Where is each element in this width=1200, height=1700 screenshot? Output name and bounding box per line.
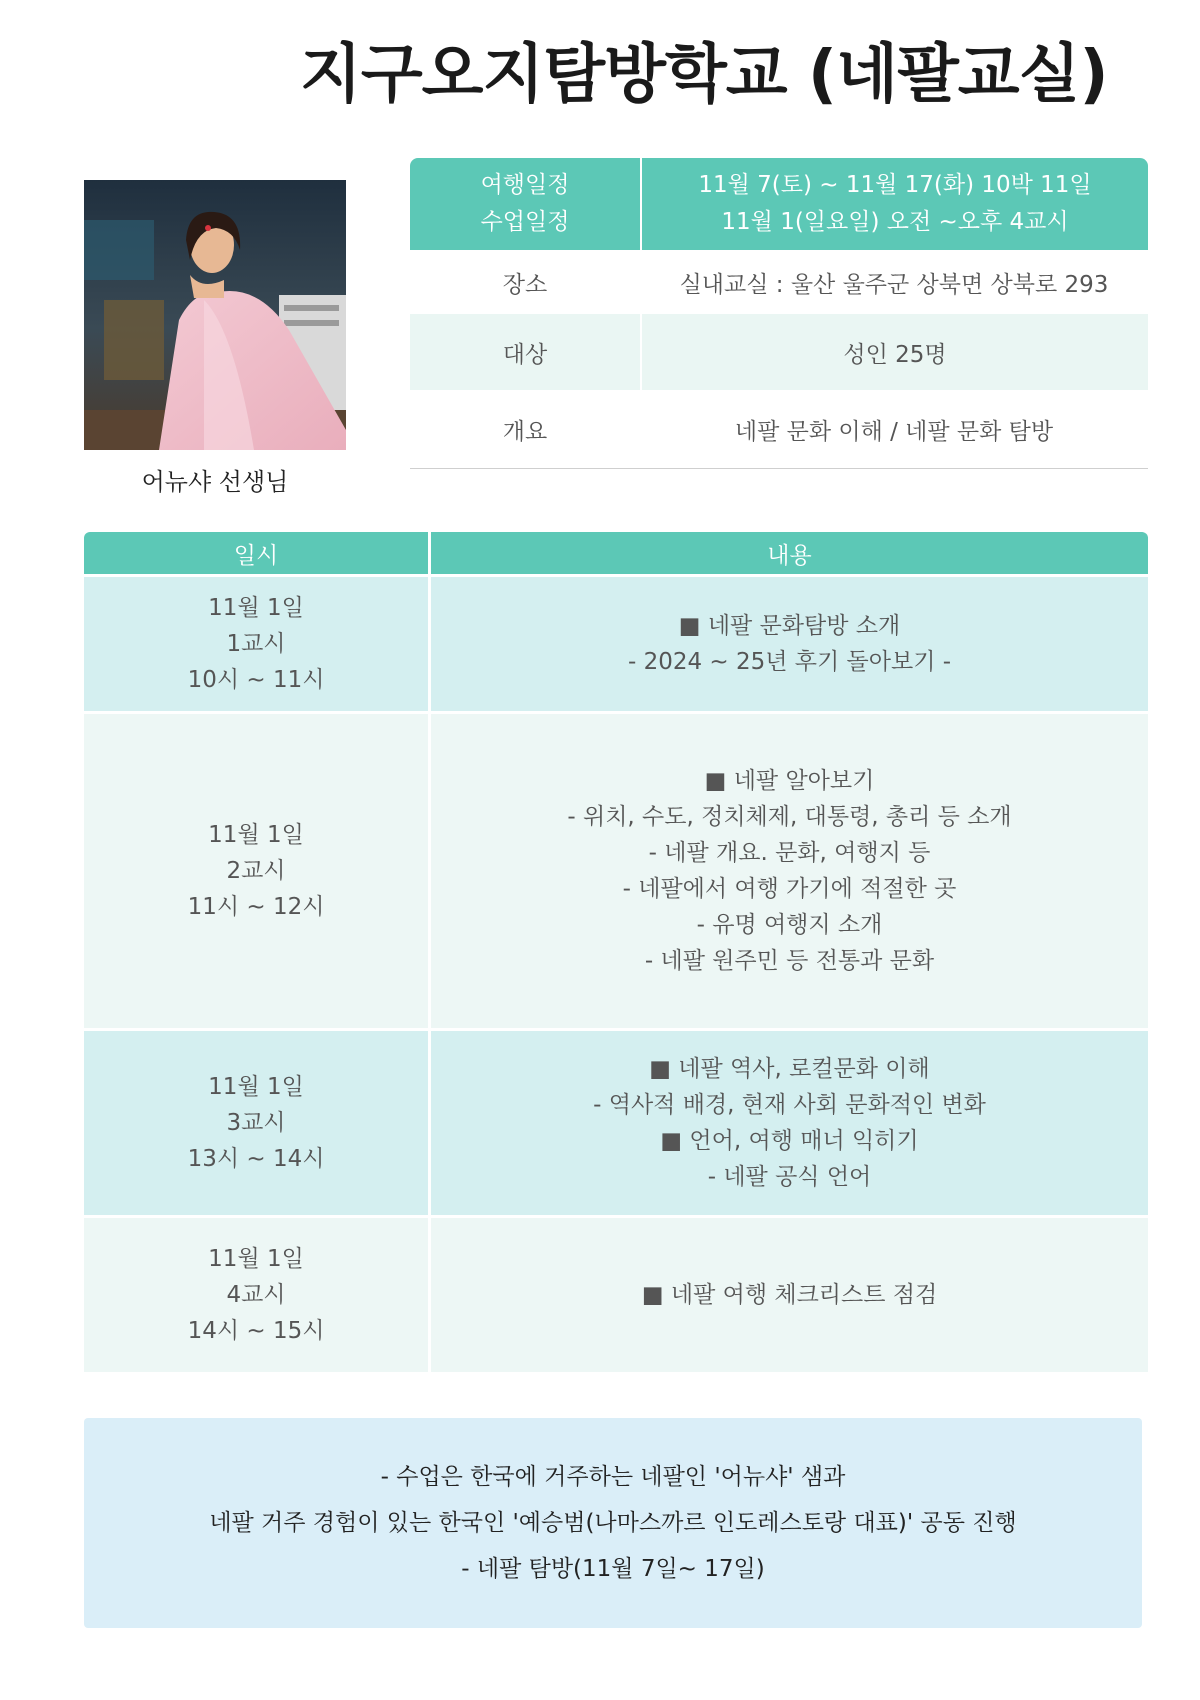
schedule-date: 11월 1일 <box>208 595 304 621</box>
schedule-header-content: 내용 <box>428 532 1148 574</box>
info-table <box>410 158 1148 469</box>
schedule-content-cell <box>428 1218 1148 1372</box>
info-value: 실내교실 : 울산 울주군 상북면 상북로 293 <box>679 271 1109 298</box>
teacher-photo <box>84 180 346 450</box>
schedule-time-cell <box>84 1218 428 1372</box>
info-value-class: 11월 1(일요일) 오전 ~오후 4교시 <box>721 209 1069 235</box>
info-value: 성인 25명 <box>843 341 947 368</box>
schedule-period: 3교시 <box>226 1110 286 1136</box>
note-line: - 수업은 한국에 거주하는 네팔인 '어뉴샤' 샘과 <box>380 1464 846 1490</box>
info-key: 개요 <box>502 418 548 445</box>
info-row-place <box>410 250 1148 314</box>
info-header-row <box>410 158 1148 250</box>
schedule-content-cell <box>428 577 1148 711</box>
schedule-row <box>84 1215 1148 1372</box>
schedule-content-line: - 네팔 원주민 등 전통과 문화 <box>644 948 935 974</box>
schedule-content-line: - 위치, 수도, 정치체제, 대통령, 총리 등 소개 <box>567 804 1012 830</box>
schedule-date: 11월 1일 <box>208 1246 304 1272</box>
schedule-content-line: - 네팔 공식 언어 <box>707 1164 872 1190</box>
schedule-header <box>84 532 1148 574</box>
schedule-hours: 11시 ~ 12시 <box>187 894 325 920</box>
note-box <box>84 1418 1142 1628</box>
schedule-hours: 14시 ~ 15시 <box>187 1318 325 1344</box>
schedule-row <box>84 711 1148 1028</box>
note-line: 네팔 거주 경험이 있는 한국인 '예승범(나마스까르 인도레스토랑 대표)' 공동 진행 <box>209 1510 1017 1536</box>
schedule-content-line: ■ 네팔 역사, 로컬문화 이해 <box>649 1056 930 1082</box>
schedule-content-line: - 유명 여행지 소개 <box>696 912 883 938</box>
schedule-content-line: ■ 네팔 알아보기 <box>704 768 875 794</box>
schedule-date: 11월 1일 <box>208 1074 304 1100</box>
note-line: - 네팔 탐방(11월 7일~ 17일) <box>461 1556 765 1582</box>
schedule-content-line: ■ 네팔 문화탐방 소개 <box>678 613 901 639</box>
info-value: 네팔 문화 이해 / 네팔 문화 탐방 <box>734 418 1054 445</box>
schedule-content-line: - 2024 ~ 25년 후기 돌아보기 - <box>627 649 952 675</box>
info-value-travel: 11월 7(토) ~ 11월 17(화) 10박 11일 <box>698 172 1092 198</box>
schedule-content-line: ■ 언어, 여행 매너 익히기 <box>660 1128 919 1154</box>
page-title: 지구오지탐방학교 (네팔교실) <box>300 38 1108 112</box>
teacher-name: 어뉴샤 선생님 <box>141 468 289 496</box>
info-key: 대상 <box>410 314 642 390</box>
schedule-hours: 13시 ~ 14시 <box>187 1146 325 1172</box>
schedule-content-line: - 네팔에서 여행 가기에 적절한 곳 <box>622 876 957 902</box>
schedule-period: 2교시 <box>226 858 286 884</box>
info-key-travel: 여행일정 <box>480 172 570 198</box>
schedule-content-line: - 역사적 배경, 현재 사회 문화적인 변화 <box>593 1092 986 1118</box>
schedule-content-line: - 네팔 개요. 문화, 여행지 등 <box>648 840 931 866</box>
info-header-values <box>642 158 1148 250</box>
info-header-keys <box>410 158 642 250</box>
schedule-hours: 10시 ~ 11시 <box>187 667 325 693</box>
schedule-content-line: ■ 네팔 여행 체크리스트 점검 <box>641 1282 938 1308</box>
schedule-row <box>84 574 1148 711</box>
schedule-content-cell <box>428 1031 1148 1215</box>
schedule-time-cell <box>84 714 428 1028</box>
schedule-period: 1교시 <box>226 631 286 657</box>
schedule-table <box>84 532 1148 1372</box>
info-row-overview <box>410 390 1148 469</box>
schedule-content-cell <box>428 714 1148 1028</box>
schedule-date: 11월 1일 <box>208 822 304 848</box>
schedule-header-time: 일시 <box>233 542 279 569</box>
schedule-period: 4교시 <box>226 1282 286 1308</box>
schedule-time-cell <box>84 1031 428 1215</box>
info-key: 장소 <box>502 271 548 298</box>
schedule-row <box>84 1028 1148 1215</box>
info-row-target <box>410 314 1148 390</box>
info-key-class: 수업일정 <box>480 209 570 235</box>
schedule-time-cell <box>84 577 428 711</box>
